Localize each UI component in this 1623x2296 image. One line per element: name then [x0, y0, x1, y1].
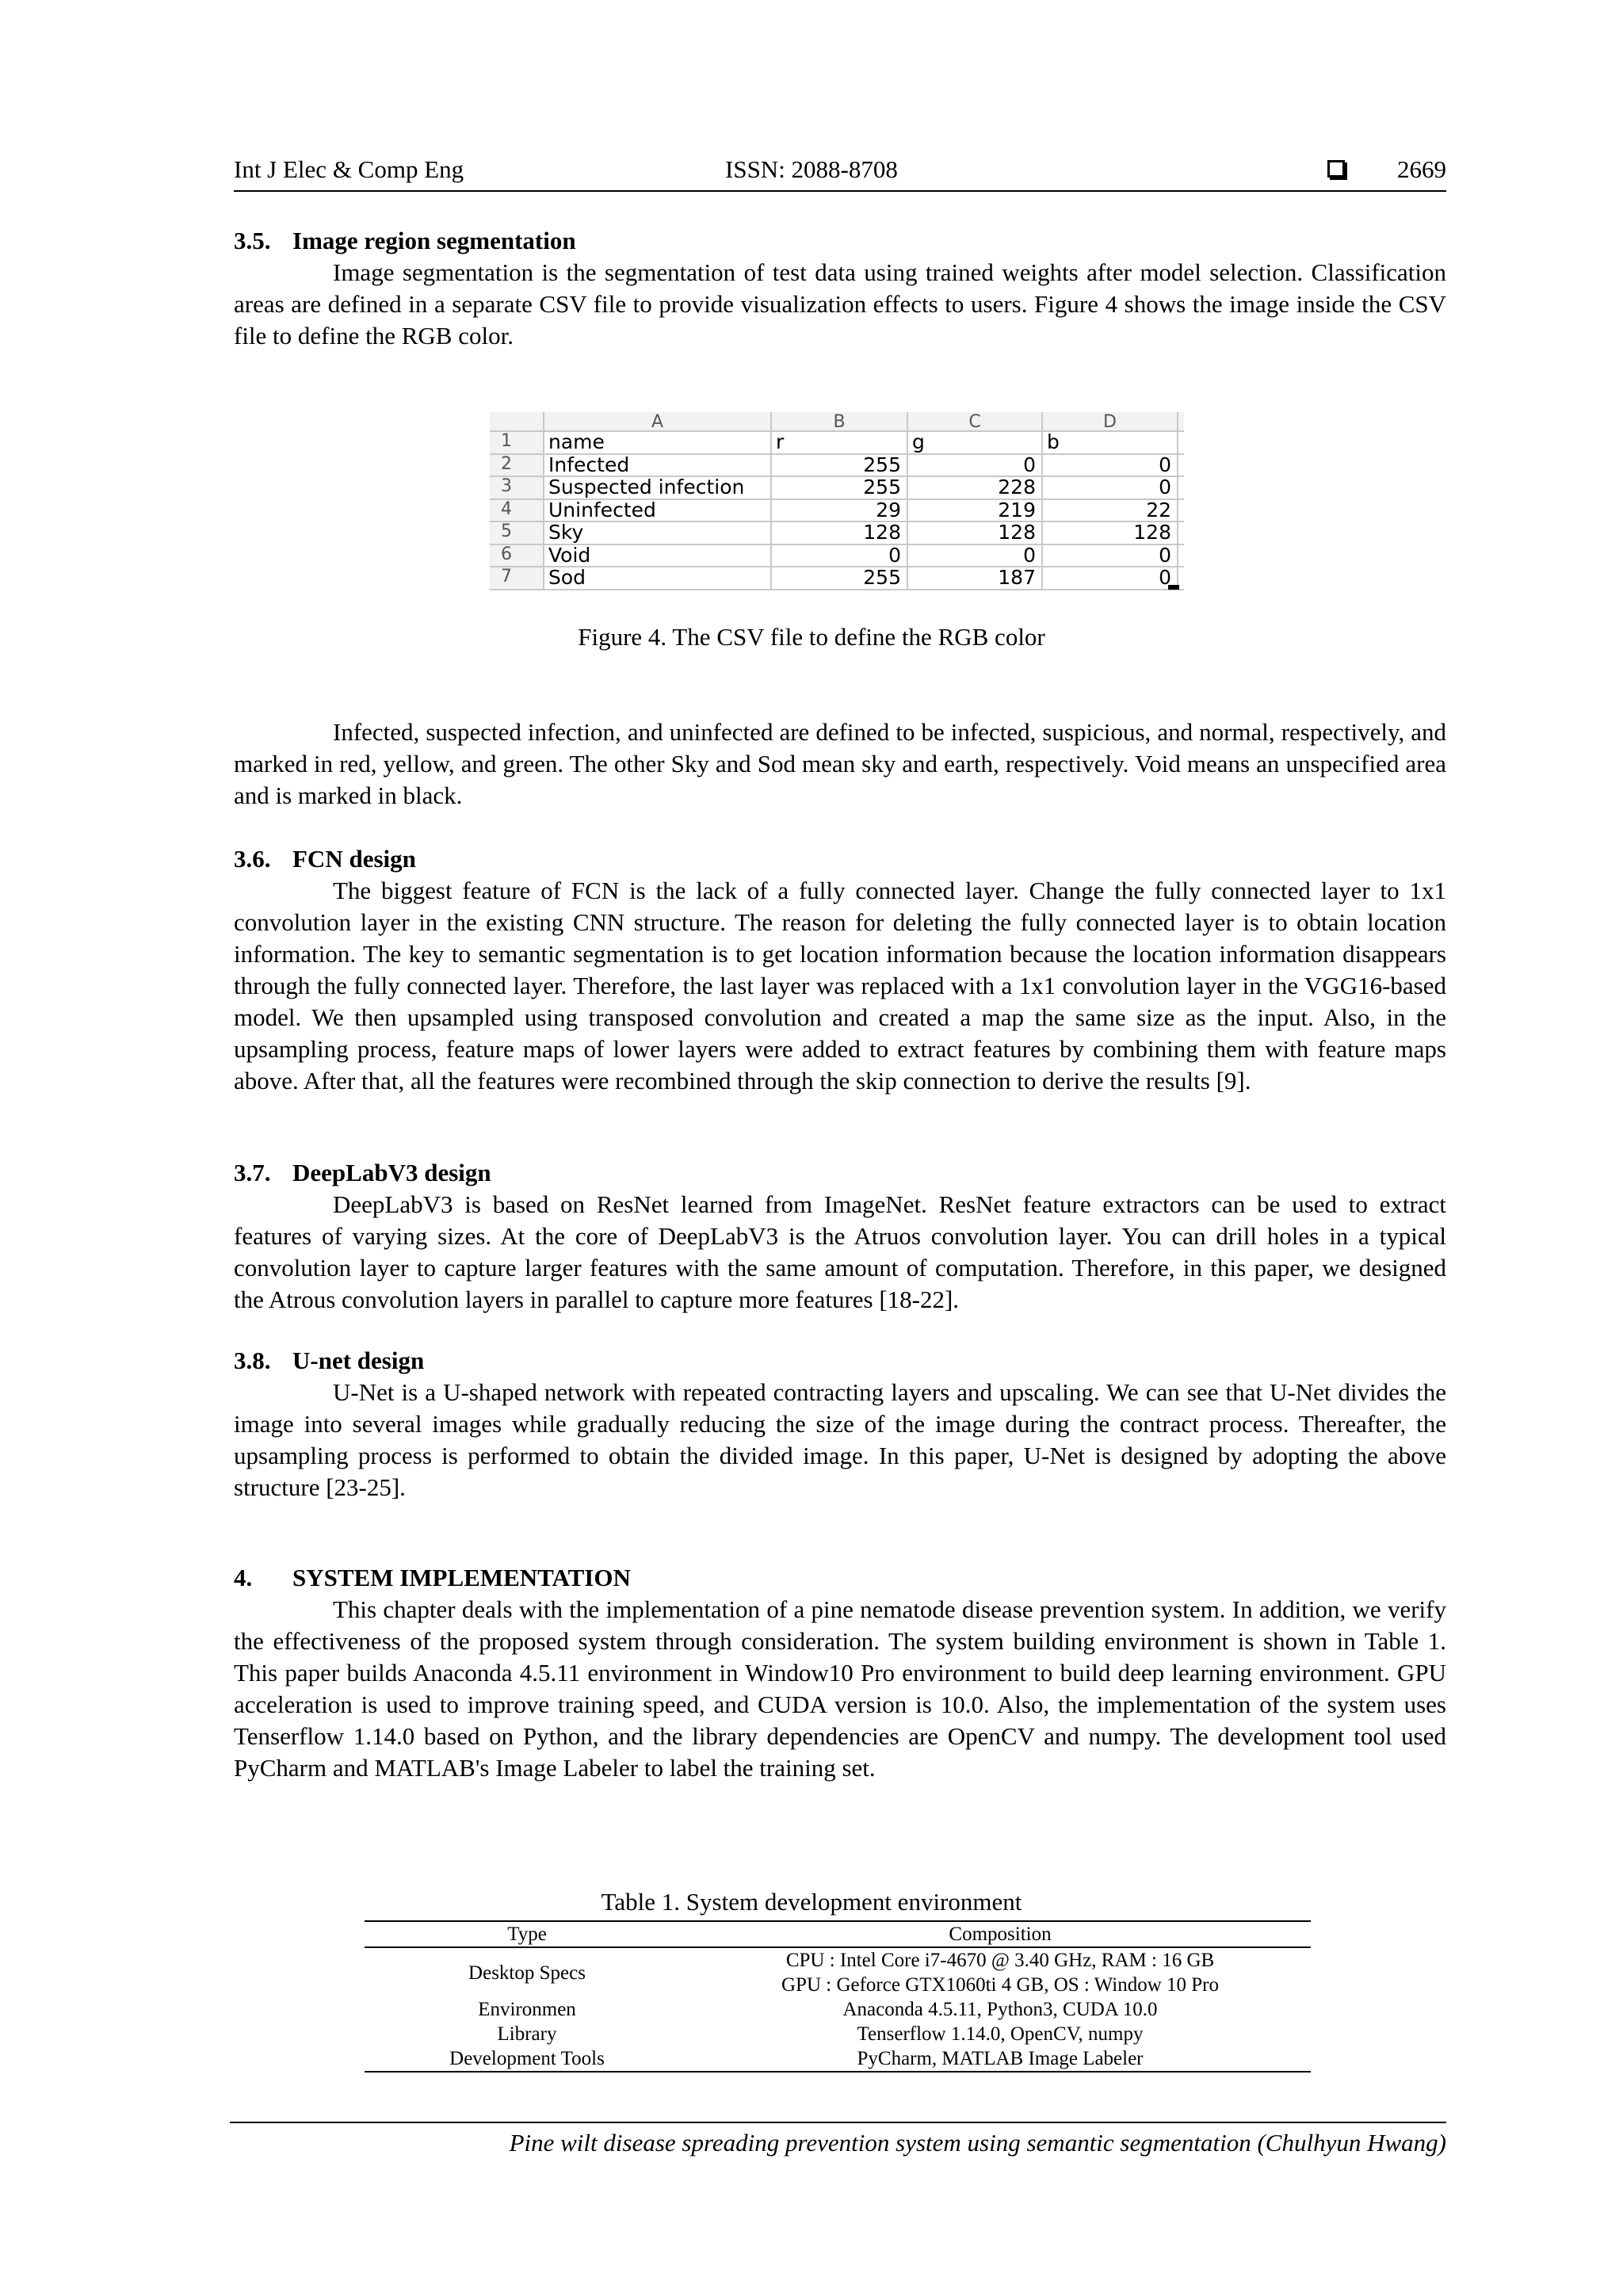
table-row	[365, 1947, 1311, 1997]
paragraph: This chapter deals with the implementation of a pine nematode disease prevention system. In addition, we verify the effectiveness of the proposed system through consideration. The system building environment is shown in Table 1. This paper builds Anaconda 4.5.11 environment in Window10 Pro environment to build deep learning environment. GPU acceleration is used to improve training speed, and CUDA version is 10.0. Also, the implementation of the system uses Tenserflow 1.14.0 based on Python, and the library dependencies are OpenCV and numpy. The development tool used PyCharm and MATLAB's Image Labeler to label the training set.	[234, 1595, 1446, 1782]
sheet-cell: Void	[548, 544, 591, 567]
sheet-cell: name	[548, 430, 605, 453]
sheet-cell: 0	[1023, 453, 1036, 476]
sheet-cell: 22	[1146, 499, 1171, 521]
checkbox-icon	[1327, 160, 1345, 178]
section-3-6-body	[234, 875, 1446, 1097]
table-cell-composition	[689, 1947, 1311, 1997]
section-heading-3-8	[234, 1345, 424, 1377]
section-4-body	[234, 1594, 1446, 1784]
table-cell-type: Development Tools	[449, 2048, 605, 2069]
sheet-cell: 29	[876, 499, 901, 521]
sheet-cell: r	[776, 430, 785, 453]
journal-name: Int J Elec & Comp Eng	[234, 155, 464, 183]
sheet-cell: 228	[998, 476, 1036, 499]
row-header: 3	[501, 476, 512, 496]
sheet-cell: 128	[998, 521, 1036, 544]
table-header-row	[365, 1921, 1311, 1947]
sheet-cell: Suspected infection	[548, 476, 745, 499]
sheet-cell: 0	[1159, 566, 1171, 589]
table-cell-composition: PyCharm, MATLAB Image Labeler	[857, 2048, 1144, 2069]
sheet-cell: Uninfected	[548, 499, 656, 521]
section-3-7-body	[234, 1189, 1446, 1316]
table-row	[365, 1997, 1311, 2022]
column-header-a: A	[651, 412, 664, 432]
row-header: 6	[501, 544, 512, 564]
table-cell-composition: Anaconda 4.5.11, Python3, CUDA 10.0	[842, 1999, 1158, 2020]
table-row	[365, 2022, 1311, 2046]
running-header	[234, 155, 1446, 190]
figure-4-spreadsheet	[490, 412, 1184, 590]
section-3-5-body	[234, 257, 1446, 352]
table-1	[365, 1920, 1311, 2073]
section-heading-3-6	[234, 843, 416, 875]
section-number: 4.	[234, 1564, 253, 1591]
section-number: 3.8.	[234, 1347, 271, 1374]
table-cell-type: Environmen	[478, 1999, 576, 2020]
section-number: 3.5.	[234, 227, 271, 254]
running-footer: Pine wilt disease spreading prevention system using semantic segmentation (Chulhyun Hwang)	[509, 2129, 1446, 2157]
section-heading-4	[234, 1562, 631, 1594]
column-header-b: B	[833, 412, 846, 432]
table-cell-composition: Tenserflow 1.14.0, OpenCV, numpy	[857, 2023, 1144, 2045]
sheet-cell: 187	[998, 566, 1036, 589]
section-number: 3.6.	[234, 845, 271, 873]
figure-4-caption: Figure 4. The CSV file to define the RGB color	[578, 623, 1045, 651]
paragraph: Infected, suspected infection, and uninfected are defined to be infected, suspicious, and normal, respectively, and marked in red, yellow, and green. The other Sky and Sod mean sky and earth, respectively. Void means an unspecified area and is marked in black.	[234, 718, 1446, 809]
sheet-cell: 0	[888, 544, 901, 567]
footer-rule	[230, 2122, 1446, 2123]
section-heading-3-7	[234, 1157, 491, 1189]
page-number: 2669	[1397, 155, 1446, 183]
sheet-cell: 128	[863, 521, 901, 544]
table-row	[365, 2046, 1311, 2072]
sheet-cell: 0	[1159, 476, 1171, 499]
paragraph: DeepLabV3 is based on ResNet learned from ImageNet. ResNet feature extractors can be used to extract features of varying sizes. At the core of DeepLabV3 is the Atruos convolution layer. You can drill holes in a typical convolution layer to capture larger features with the same amount of computation. Therefore, in this paper, we designed the Atrous convolution layers in parallel to capture more features [18-22].	[234, 1190, 1446, 1313]
figure-explanation	[234, 716, 1446, 812]
sheet-cell: b	[1047, 430, 1060, 453]
sheet-cell: 255	[863, 476, 901, 499]
table-1-title: Table 1. System development environment	[601, 1888, 1022, 1916]
column-header-c: C	[968, 412, 981, 432]
paragraph: Image segmentation is the segmentation of test data using trained weights after model selection. Classification areas are defined in a separate CSV file to provide visualization effects to users. Figure 4 shows the image inside the CSV file to define the RGB color.	[234, 258, 1446, 350]
row-header: 5	[501, 521, 512, 541]
paragraph: U-Net is a U-shaped network with repeated contracting layers and upscaling. We can see that U-Net divides the image into several images while gradually reducing the size of the image during the contract process. Thereafter, the upsampling process is performed to obtain the divided image. In this paper, U-Net is designed by adopting the above structure [23-25].	[234, 1378, 1446, 1501]
composition-line: GPU : Geforce GTX1060ti 4 GB, OS : Window 10 Pro	[781, 1974, 1219, 1996]
composition-line: CPU : Intel Core i7-4670 @ 3.40 GHz, RAM : 16 GB	[785, 1950, 1215, 1971]
section-3-8-body	[234, 1377, 1446, 1503]
header-rule	[234, 190, 1446, 192]
section-title: U-net design	[292, 1347, 425, 1374]
sheet-cell: 255	[863, 566, 901, 589]
table-header-composition: Composition	[949, 1924, 1052, 1945]
sheet-cell: Sod	[548, 566, 586, 589]
table-cell-type: Desktop Specs	[468, 1962, 586, 1984]
section-title: SYSTEM IMPLEMENTATION	[292, 1564, 631, 1591]
paragraph: The biggest feature of FCN is the lack of a fully connected layer. Change the fully connected layer to 1x1 convolution layer in the existing CNN structure. The reason for deleting the fully connected layer is to obtain location information. The key to semantic segmentation is to get location information because the location information disappears through the fully connected layer. Therefore, the last layer was replaced with a 1x1 convolution layer in the VGG16-based model. We then upsampled using transposed convolution and created a map the same size as the input. Also, in the upsampling process, feature maps of lower layers were added to extract features by combining them with feature maps above. After that, all the features were recombined through the skip connection to derive the results [9].	[234, 877, 1446, 1095]
sheet-cell: 0	[1159, 544, 1171, 567]
row-header: 2	[501, 454, 512, 474]
section-heading-3-5	[234, 225, 576, 257]
sheet-cell: 0	[1159, 453, 1171, 476]
sheet-cell: 0	[1023, 544, 1036, 567]
row-header: 7	[501, 567, 512, 586]
row-header: 4	[501, 499, 512, 519]
table-header-type: Type	[507, 1924, 547, 1945]
column-header-d: D	[1103, 412, 1117, 432]
sheet-cell: 128	[1133, 521, 1171, 544]
sheet-cell: 219	[998, 499, 1036, 521]
sheet-cell: g	[912, 430, 925, 453]
section-title: Image region segmentation	[292, 227, 576, 254]
row-header: 1	[501, 431, 512, 451]
sheet-cell: Infected	[548, 453, 630, 476]
table-cell-type: Library	[497, 2023, 557, 2045]
section-title: DeepLabV3 design	[292, 1159, 491, 1186]
section-title: FCN design	[292, 845, 416, 873]
issn: ISSN: 2088-8708	[725, 155, 898, 183]
section-number: 3.7.	[234, 1159, 271, 1186]
sheet-cell: 255	[863, 453, 901, 476]
sheet-cell: Sky	[548, 521, 584, 544]
